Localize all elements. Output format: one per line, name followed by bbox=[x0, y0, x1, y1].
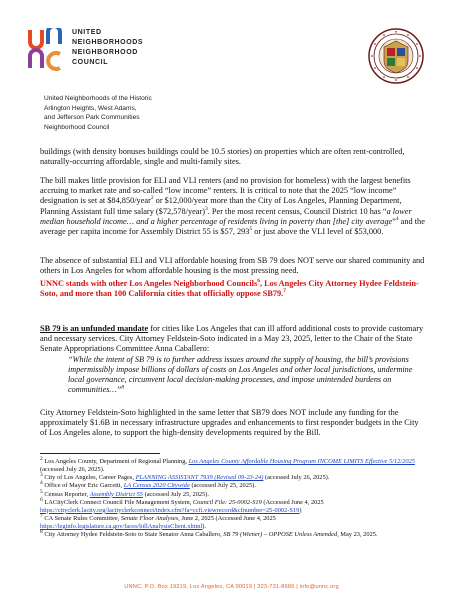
footnote-text: (accessed July 26, 2025). bbox=[40, 465, 105, 473]
footnote-8 bbox=[40, 531, 430, 539]
footnote-link[interactable]: Los Angeles County Affordable Housing Program INCOME LIMITS Effective 5/12/2025 bbox=[188, 458, 415, 465]
org-subtitle-line-4: Neighborhood Council bbox=[44, 123, 110, 131]
city-seal-icon bbox=[368, 28, 424, 84]
footnote-number: 5 bbox=[40, 488, 43, 495]
text-run: . Per the most recent census, Council District 10 has “ bbox=[207, 206, 387, 216]
text-run: and the average per capita income for Assembly District 55 is $57, 293 bbox=[40, 216, 425, 237]
footnote-text: (Accessed June 4, 2025 bbox=[261, 498, 324, 506]
org-name-line-4: COUNCIL bbox=[72, 59, 109, 66]
paragraph-continuation: buildings (with density bonuses buildings could be 10.5 stories) on properties which are often rent-controlled, naturally-occurring affordable, single and multi-family sites. bbox=[40, 147, 405, 167]
text-run: ” bbox=[392, 216, 396, 226]
footnote-5 bbox=[40, 488, 430, 499]
footnote-title: Council File: 25-0002-S19 bbox=[192, 498, 262, 506]
paragraph-income-limits bbox=[40, 176, 427, 237]
unfunded-mandate-heading: SB 79 is an unfunded mandate bbox=[40, 324, 149, 333]
text-run: The bill makes little provision for ELI and VLI renters (and no provision for homeless) with the largest benefits accruing to market rate and so-called “low income” renters. It is critical to note that the 2025 “low income” designation is set at $84,850/year bbox=[40, 176, 411, 206]
footnote-text: Office of Mayor Eric Garcetti, bbox=[42, 482, 124, 490]
paragraph-unfunded-mandate bbox=[40, 324, 427, 355]
footnote-ref: 8 bbox=[121, 384, 124, 391]
footnote-7 bbox=[40, 512, 430, 531]
footnote-text: Los Angeles County, Department of Regional Planning, bbox=[42, 458, 189, 465]
text-run: UNNC stands with other Los Angeles Neighborhood Councils bbox=[40, 279, 258, 288]
text-run: for cities like Los Angeles that can ill afford additional costs to provide customary and necessary services. City Attorney Feldstein-Soto indicated in a May 23, 2025, letter to the Chair of the State Senate Appropriations Committee Anna Caballero: bbox=[40, 324, 424, 354]
footnote-ref: 3 bbox=[205, 205, 208, 212]
footnote-link[interactable]: https://leginfo.legislature.ca.gov/faces/billAnalysisClient.xhtml bbox=[40, 522, 203, 530]
footnote-ref: 4 bbox=[395, 216, 399, 223]
footnote-number: 4 bbox=[40, 480, 43, 487]
footnote-text: Census Reporter, bbox=[42, 490, 90, 498]
text-run: , Los Angeles City Attorney Hydee Feldstein-Soto, and more than 100 California cities that officially oppose SB79. bbox=[40, 279, 419, 299]
org-subtitle-line-3: and Jefferson Park Communities bbox=[44, 114, 140, 122]
footnote-3 bbox=[40, 471, 430, 482]
footnote-text: ). bbox=[202, 522, 206, 530]
org-subtitle bbox=[44, 94, 152, 132]
org-name-line-2: NEIGHBORHOODS bbox=[72, 39, 144, 46]
quote-text: “While the intent of SB 79 is to further address issues around the supply of housing, the bill’s provisions impermissibly impose billions of dollars of costs on Los Angeles and other local jurisdictions, undermine local governance, circumvent local decision-making processes, and impose unintended burdens on communities…” bbox=[68, 355, 413, 395]
org-name-line-1: UNITED bbox=[72, 29, 102, 36]
paragraph-affordable-absence: The absence of substantial ELI and VLI affordable housing from SB 79 does NOT serve our shared community and others in Los Angeles for whom affordable housing is the most pressing need. bbox=[40, 256, 425, 276]
text-run: or just above the VLI level of $53,000. bbox=[252, 227, 384, 237]
footnote-text: CA Senate Rules Committee, bbox=[42, 515, 121, 523]
text-run: or $12,000/year more than the City of Los Angeles, Planning Department, Planning Assistant full time salary ($72,578/year) bbox=[40, 196, 402, 216]
footnote-6 bbox=[40, 496, 430, 515]
footnote-text: City of Los Angeles, Career Pages, bbox=[42, 474, 136, 482]
footnote-ref: 2 bbox=[150, 195, 154, 202]
footnote-number: 3 bbox=[40, 471, 43, 478]
footnote-4 bbox=[40, 482, 430, 490]
footnote-link[interactable]: Assembly District 55 bbox=[89, 490, 143, 498]
footnote-text: (accessed July 25, 2025). bbox=[142, 490, 210, 498]
org-subtitle-line-2: Arlington Heights, West Adams, bbox=[44, 104, 137, 112]
footnote-ref: 7 bbox=[283, 288, 286, 295]
footnote-number: 2 bbox=[40, 455, 43, 462]
footnote-text: , May 23, 2025. bbox=[337, 531, 378, 539]
footnote-text: City Attorney Hydee Feldstein-Soto to State Senator Anna Caballero, bbox=[42, 531, 224, 539]
footnote-2 bbox=[40, 455, 430, 474]
paragraph-opposition-statement bbox=[40, 279, 427, 299]
page-footer: UNNC, P.O. Box 19219, Los Angeles, CA 90019 | 323-731-8686 | info@unnc.org bbox=[124, 584, 339, 590]
footnote-ref: 5 bbox=[249, 226, 253, 233]
footnotes bbox=[40, 455, 430, 539]
org-name bbox=[72, 28, 143, 68]
paragraph-infrastructure-funding: City Attorney Feldstein-Soto highlighted in the same letter that SB79 does NOT include any funding for the approximately $1.6B in necessary infrastructure upgrades and enhancements to first responder budgets in the City of Los Angeles alone, to support the high-density developments required by the Bill. bbox=[40, 408, 419, 438]
census-quote: a lower median household income… and a higher percentage of residents living in poverty than [the] city average bbox=[40, 206, 412, 226]
footnote-text: (accessed July 25, 2025). bbox=[189, 482, 256, 490]
block-quote bbox=[68, 355, 420, 395]
footnote-text: (accessed July 26, 2025). bbox=[263, 474, 330, 482]
footnote-number: 8 bbox=[40, 529, 43, 536]
footnote-text: LACityClerk Connect Council File Management System, bbox=[42, 498, 193, 506]
footnote-link[interactable]: PLANNING ASSISTANT 7939 (Revised 09-23-24) bbox=[135, 474, 264, 482]
footnote-title: SB 79 (Wiener) – OPPOSE Unless Amended bbox=[223, 531, 338, 539]
unnc-logo bbox=[28, 28, 64, 72]
footnote-link[interactable]: LA Census 2020 Citywide bbox=[123, 482, 190, 490]
footnote-divider bbox=[40, 453, 160, 454]
footnote-ref: 6 bbox=[257, 278, 260, 285]
org-name-line-3: NEIGHBORHOOD bbox=[72, 49, 138, 56]
footnote-text: , June 2, 2025 (Accessed June 4, 2025 bbox=[178, 515, 276, 523]
footnote-number: 7 bbox=[40, 512, 43, 519]
footnote-title: Senate Floor Analyses bbox=[120, 515, 179, 523]
footnote-text: ) bbox=[299, 506, 302, 514]
footnote-link[interactable]: https://cityclerk.lacity.org/lacityclerkconnect/index.cfm?fa=ccfi.viewrecord&cfnumber=25-0002-S19 bbox=[40, 506, 300, 514]
footnote-number: 6 bbox=[40, 496, 43, 503]
org-subtitle-line-1: United Neighborhoods of the Historic bbox=[44, 95, 152, 102]
